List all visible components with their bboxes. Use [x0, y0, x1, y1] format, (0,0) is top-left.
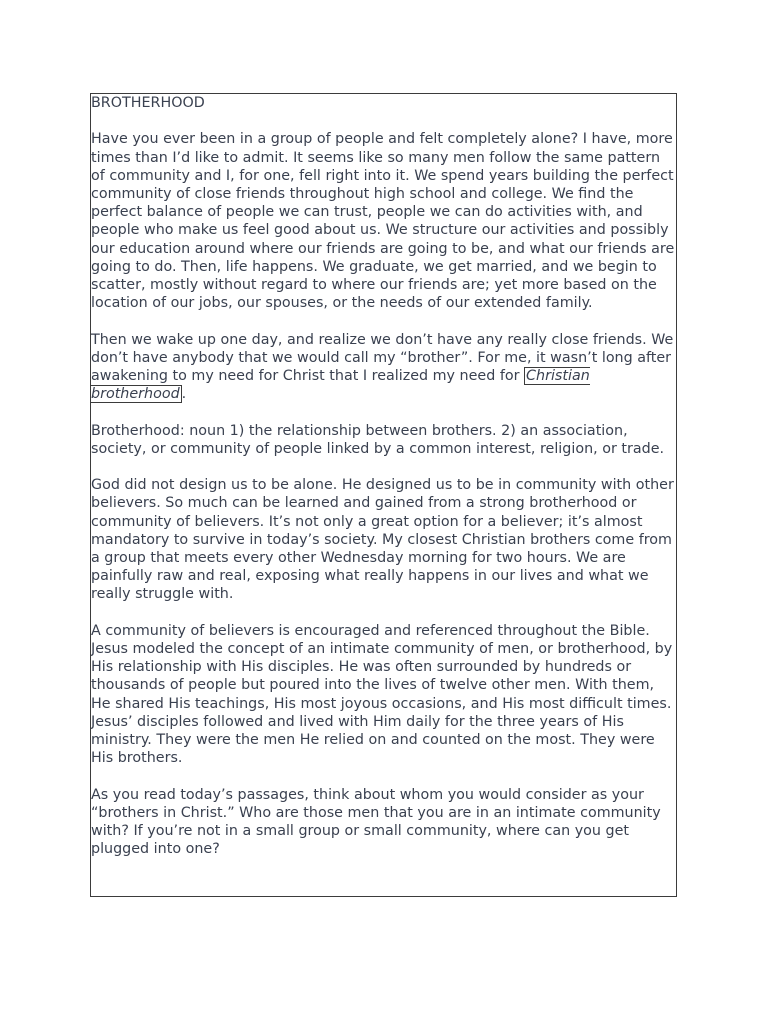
paragraph-bible: A community of believers is encouraged and referenced throughout the Bible. Jesus modeled the concept of an intimate community of men, or brotherhood, by His relationship with His disciples. He was often surrounded by hundreds or thousands of people but poured into the lives of twelve other men. With them, He shared His teachings, His most joyous occasions, and His most difficult times. Jesus’ disciples followed and lived with Him daily for the three years of His ministry. They were the men He relied on and counted on the most. They were His brothers.	[91, 622, 673, 767]
paragraph-realization	[91, 331, 676, 404]
document-frame	[90, 93, 677, 897]
document-title: BROTHERHOOD	[91, 95, 205, 111]
paragraph-realization-text: Then we wake up one day, and realize we don’t have any really close friends. We don’t have anybody that we would call my “brother”. For me, it wasn’t long after awakening to my need for Christ that I realized my need for	[91, 331, 674, 385]
paragraph-definition: Brotherhood: noun 1) the relationship between brothers. 2) an association, society, or community of people linked by a common interest, religion, or trade.	[91, 422, 665, 457]
paragraph-realization-end: .	[181, 386, 187, 403]
paragraph-design: God did not design us to be alone. He designed us to be in community with other believers. So much can be learned and gained from a strong brotherhood or community of believers. It’s not only a great option for a believer; it’s almost mandatory to survive in today’s society. My closest Christian brothers come from a group that meets every other Wednesday morning for two hours. We are painfully raw and real, exposing what really happens in our lives and what we really struggle with.	[91, 477, 674, 603]
paragraph-reflection: As you read today’s passages, think about whom you would consider as your “brothers in Christ.” Who are those men that you are in an intimate community with? If you’re not in a small group or small community, where can you get plugged into one?	[91, 786, 661, 858]
christian-brotherhood-link[interactable]: Christian brotherhood	[91, 368, 590, 403]
paragraph-intro: Have you ever been in a group of people and felt completely alone? I have, more times than I’d like to admit. It seems like so many men follow the same pattern of community and I, for one, fell right into it. We spend years building the perfect community of close friends throughout high school and college. We find the perfect balance of people we can trust, people we can do activities with, and people who make us feel good about us. We structure our activities and possibly our education around where our friends are going to be, and what our friends are going to do. Then, life happens. We graduate, we get married, and we begin to scatter, mostly without regard to where our friends are; yet more based on the location of our jobs, our spouses, or the needs of our extended family.	[91, 131, 675, 312]
document-body	[91, 94, 676, 858]
